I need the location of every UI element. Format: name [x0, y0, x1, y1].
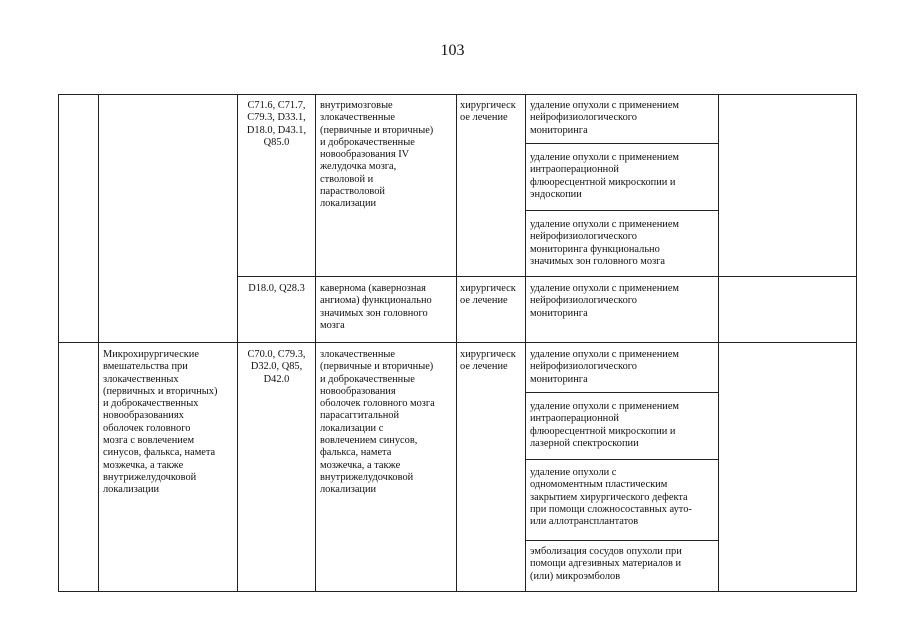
model-line: и доброкачественные — [320, 136, 415, 148]
section-line: внутрижелудочковой — [103, 471, 197, 483]
model-line: локализации с — [320, 422, 384, 434]
method-line: флюоресцентной микроскопии и — [530, 425, 676, 437]
model-line: стволовой и — [320, 173, 374, 185]
method-cell — [530, 546, 682, 583]
method-line: флюоресцентной микроскопии и — [530, 176, 676, 188]
code-line: D42.0 — [263, 373, 290, 385]
section-line: и доброкачественных — [103, 398, 199, 410]
model-line: злокачественные — [320, 349, 395, 360]
code-line: D18.0, Q28.3 — [248, 283, 305, 294]
section-line: мозга с вовлечением — [103, 435, 195, 447]
section-line: Микрохирургические — [103, 349, 199, 360]
method-line: (или) микроэмболов — [530, 570, 621, 582]
model-line: вовлечением синусов, — [320, 435, 418, 447]
model-line: и доброкачественные — [320, 373, 415, 385]
treatment-cell — [460, 349, 516, 374]
treatment-line: ое лечение — [460, 295, 508, 307]
model-line: мозжечка, а также — [320, 459, 401, 471]
method-line: закрытием хирургического дефекта — [530, 491, 688, 503]
model-line: оболочек головного мозга — [320, 398, 435, 410]
model-line: значимых зон головного — [320, 307, 428, 319]
method-line: одномоментным пластическим — [530, 479, 668, 491]
model-line: (первичные и вторичные) — [320, 361, 434, 373]
method-line: удаление опухоли с применением — [530, 349, 680, 360]
method-line: нейрофизиологического — [530, 231, 637, 243]
treatment-line: хирургическ — [460, 283, 516, 294]
treatment-cell — [460, 283, 516, 308]
treatment-line: хирургическ — [460, 100, 516, 111]
code-line: Q85.0 — [263, 136, 290, 148]
method-line: интраоперационной — [530, 413, 619, 425]
method-line: при помощи сложносоставных ауто- — [530, 503, 692, 515]
model-line: ангиома) функционально — [320, 295, 432, 307]
treatment-line: хирургическ — [460, 349, 516, 360]
method-line: нейрофизиологического — [530, 361, 637, 373]
method-line: эндоскопии — [530, 188, 582, 200]
method-line: удаление опухоли с применением — [530, 152, 680, 163]
treatment-line: ое лечение — [460, 112, 508, 124]
method-line: нейрофизиологического — [530, 295, 637, 307]
method-line: удаление опухоли с применением — [530, 401, 680, 412]
method-line: или аллотрансплантатов — [530, 516, 639, 528]
code-line: C79.3, D33.1, — [247, 112, 306, 124]
method-line: эмболизация сосудов опухоли при — [530, 546, 682, 557]
code-line: D18.0, D43.1, — [246, 124, 307, 136]
codes-cell — [238, 283, 315, 295]
model-cell — [320, 349, 435, 497]
model-line: локализации — [320, 484, 377, 496]
model-line: (первичные и вторичные) — [320, 124, 434, 136]
section-cell — [103, 349, 217, 497]
codes-cell — [238, 349, 315, 386]
method-line: лазерной спектроскопии — [530, 437, 639, 449]
section-line: локализации — [103, 484, 160, 496]
code-line: D32.0, Q85, — [250, 361, 303, 373]
method-line: удаление опухоли с применением — [530, 219, 680, 230]
page-number: 103 — [440, 42, 465, 59]
model-line: новообразования — [320, 385, 396, 397]
method-cell — [530, 401, 679, 450]
method-line: удаление опухоли с применением — [530, 283, 680, 294]
section-line: вмешательства при — [103, 361, 188, 373]
method-cell — [530, 100, 679, 137]
section-line: синусов, фалькса, намета — [103, 447, 216, 459]
model-line: злокачественные — [320, 112, 395, 124]
section-line: (первичных и вторичных) — [103, 385, 218, 397]
method-line: удаление опухоли с применением — [530, 100, 680, 111]
model-cell — [320, 100, 433, 211]
model-line: новообразования IV — [320, 149, 410, 161]
method-line: нейрофизиологического — [530, 112, 637, 124]
method-cell — [530, 467, 692, 528]
treatment-cell — [460, 100, 516, 125]
method-cell — [530, 283, 679, 320]
method-line: мониторинга функционально — [530, 243, 660, 255]
treatment-line: ое лечение — [460, 361, 508, 373]
model-line: мозга — [320, 319, 345, 331]
method-cell — [530, 219, 679, 268]
method-cell — [530, 152, 679, 201]
codes-cell — [238, 100, 315, 149]
model-line: парастволовой — [320, 186, 385, 198]
section-line: злокачественных — [103, 373, 179, 385]
model-line: парасаггитальной — [320, 410, 400, 422]
model-line: внутримозговые — [320, 100, 393, 111]
method-line: мониторинга — [530, 373, 588, 385]
method-line: удаление опухоли с — [530, 467, 617, 478]
method-line: значимых зон головного мозга — [530, 255, 666, 267]
model-line: внутрижелудочковой — [320, 471, 414, 483]
section-line: новообразованиях — [103, 410, 184, 422]
method-line: помощи адгезивных материалов и — [530, 558, 682, 570]
model-cell — [320, 283, 432, 332]
method-line: мониторинга — [530, 124, 588, 136]
model-line: фалькса, намета — [320, 447, 392, 459]
code-line: C70.0, C79.3, — [247, 349, 306, 360]
model-line: желудочка мозга, — [320, 161, 397, 173]
method-line: интраоперационной — [530, 164, 619, 176]
method-line: мониторинга — [530, 307, 588, 319]
model-line: кавернома (кавернозная — [320, 283, 426, 294]
model-line: локализации — [320, 198, 377, 210]
code-line: C71.6, C71.7, — [247, 100, 306, 111]
method-cell — [530, 349, 679, 386]
section-line: оболочек головного — [103, 422, 191, 434]
section-line: мозжечка, а также — [103, 459, 184, 471]
